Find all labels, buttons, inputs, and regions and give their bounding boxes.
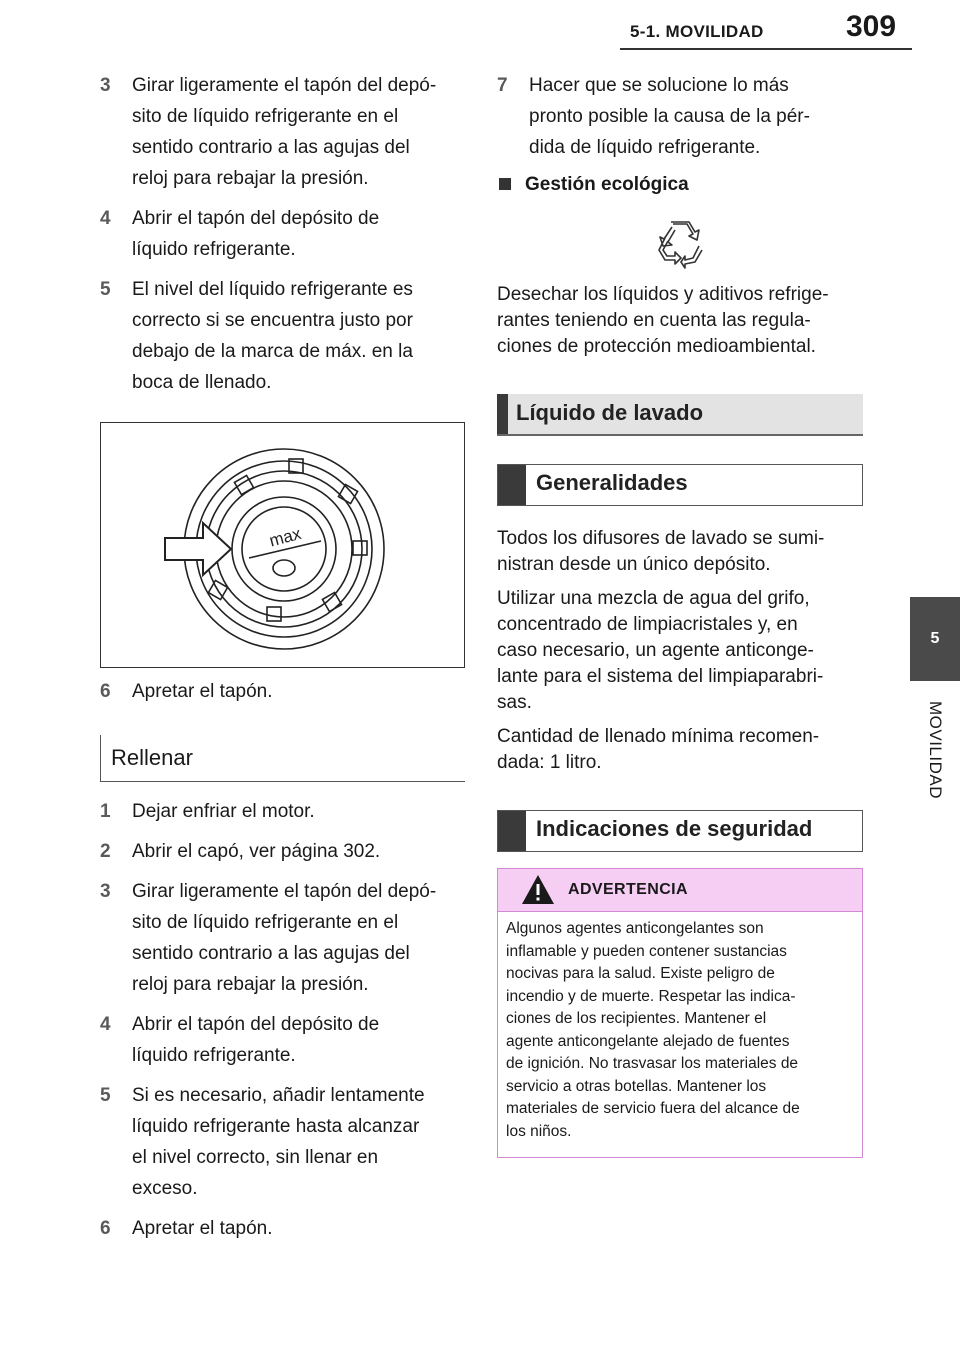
step-number: 5 <box>100 1085 111 1106</box>
step-number: 4 <box>100 1014 111 1035</box>
step-text: Si es necesario, añadir lentamente líquido refrigerante hasta alcanzar el nivel correcto, sin llenar en exceso. <box>132 1085 425 1199</box>
chapter-label: MOVILIDAD <box>926 700 945 800</box>
subsection-indicaciones-de-seguridad <box>497 810 863 852</box>
warning-box <box>497 868 863 1158</box>
subsection-marker <box>498 811 526 851</box>
step-text: El nivel del líquido refrigerante es correcto si se encuentra justo por debajo de la marca de máx. en la boca de llenado. <box>132 279 413 393</box>
general-paragraph: Cantidad de llenado mínima recomen- dada: 1 litro. <box>497 726 820 773</box>
page-number: 309 <box>846 10 897 43</box>
general-paragraph: Utilizar una mezcla de agua del grifo, concentrado de limpiacristales y, en caso necesario, un agente anticonge- lante para el sistema del limpiaparabri- sas. <box>497 588 824 713</box>
subsection-generalidades <box>497 464 863 506</box>
step-item <box>497 70 863 163</box>
step-item <box>100 1213 465 1244</box>
step-number: 6 <box>100 1218 111 1239</box>
coolant-cap-figure <box>100 422 465 668</box>
step-item <box>100 274 465 398</box>
section-liquido-de-lavado <box>497 394 863 436</box>
step-text: Apretar el tapón. <box>132 1218 273 1239</box>
step-number: 7 <box>497 75 508 96</box>
step-number: 4 <box>100 208 111 229</box>
step-text: Abrir el tapón del depósito de líquido refrigerante. <box>132 1014 380 1066</box>
header-rule <box>620 48 912 50</box>
step-item <box>100 876 465 1000</box>
warning-title: ADVERTENCIA <box>568 881 688 898</box>
warning-header <box>498 869 862 912</box>
step-item <box>100 1009 465 1071</box>
step-item <box>100 1080 465 1204</box>
section-title: Líquido de lavado <box>516 400 704 425</box>
step-number: 2 <box>100 841 111 862</box>
recycle-icon <box>655 218 705 270</box>
subheading-rellenar: Rellenar <box>100 735 465 782</box>
step-text: Girar ligeramente el tapón del depó- sito de líquido refrigerante en el sentido contrario a las agujas del reloj para rebajar la presión. <box>132 75 437 189</box>
max-mark-label: max <box>267 523 304 551</box>
step-item <box>100 796 465 827</box>
section-marker <box>497 394 508 434</box>
chapter-side-label <box>915 690 955 810</box>
subsection-title: Indicaciones de seguridad <box>536 816 813 841</box>
eco-heading: Gestión ecológica <box>497 172 863 198</box>
step-text: Abrir el capó, ver página 302. <box>132 841 381 862</box>
right-column <box>497 70 863 1158</box>
step-number: 3 <box>100 75 111 96</box>
chapter-tab <box>910 597 960 681</box>
subsection-title: Generalidades <box>536 470 688 495</box>
chapter-number: 5 <box>930 630 940 647</box>
step-item <box>100 676 465 707</box>
subsection-marker <box>498 465 526 505</box>
step-number: 5 <box>100 279 111 300</box>
step-text: Dejar enfriar el motor. <box>132 801 315 822</box>
step-item <box>100 836 465 867</box>
coolant-cap-illustration <box>101 423 464 667</box>
step-number: 3 <box>100 881 111 902</box>
step-text: Girar ligeramente el tapón del depó- sito de líquido refrigerante en el sentido contrario a las agujas del reloj para rebajar la presión. <box>132 881 437 995</box>
step-text: Abrir el tapón del depósito de líquido refrigerante. <box>132 208 380 260</box>
warning-text: Algunos agentes anticongelantes son inflamable y pueden contener sustancias nocivas para la salud. Existe peligro de incendio y de muerte. Respetar las indica- ciones de los recipientes. Mantener el agente anticongelante alejado de fuentes de ignición. No trasvasar los materiales de servicio a otras botellas. Mantener los materiales de servicio fuera del alcance de los niños. <box>506 920 800 1140</box>
general-paragraph: Todos los difusores de lavado se sumi- nistran desde un único depósito. <box>497 528 825 575</box>
step-item <box>100 70 465 194</box>
step-number: 1 <box>100 801 111 822</box>
eco-text: Desechar los líquidos y aditivos refrige- rantes teniendo en cuenta las regula- ciones de protección medioambiental. <box>497 284 829 357</box>
step-text: Hacer que se solucione lo más pronto posible la causa de la pér- dida de líquido refrigerante. <box>529 75 810 158</box>
left-column <box>100 70 465 1244</box>
section-header: 5-1. MOVILIDAD <box>630 22 764 41</box>
step-number: 6 <box>100 681 111 702</box>
step-text: Apretar el tapón. <box>132 681 273 702</box>
step-item <box>100 203 465 265</box>
warning-icon <box>520 873 556 907</box>
